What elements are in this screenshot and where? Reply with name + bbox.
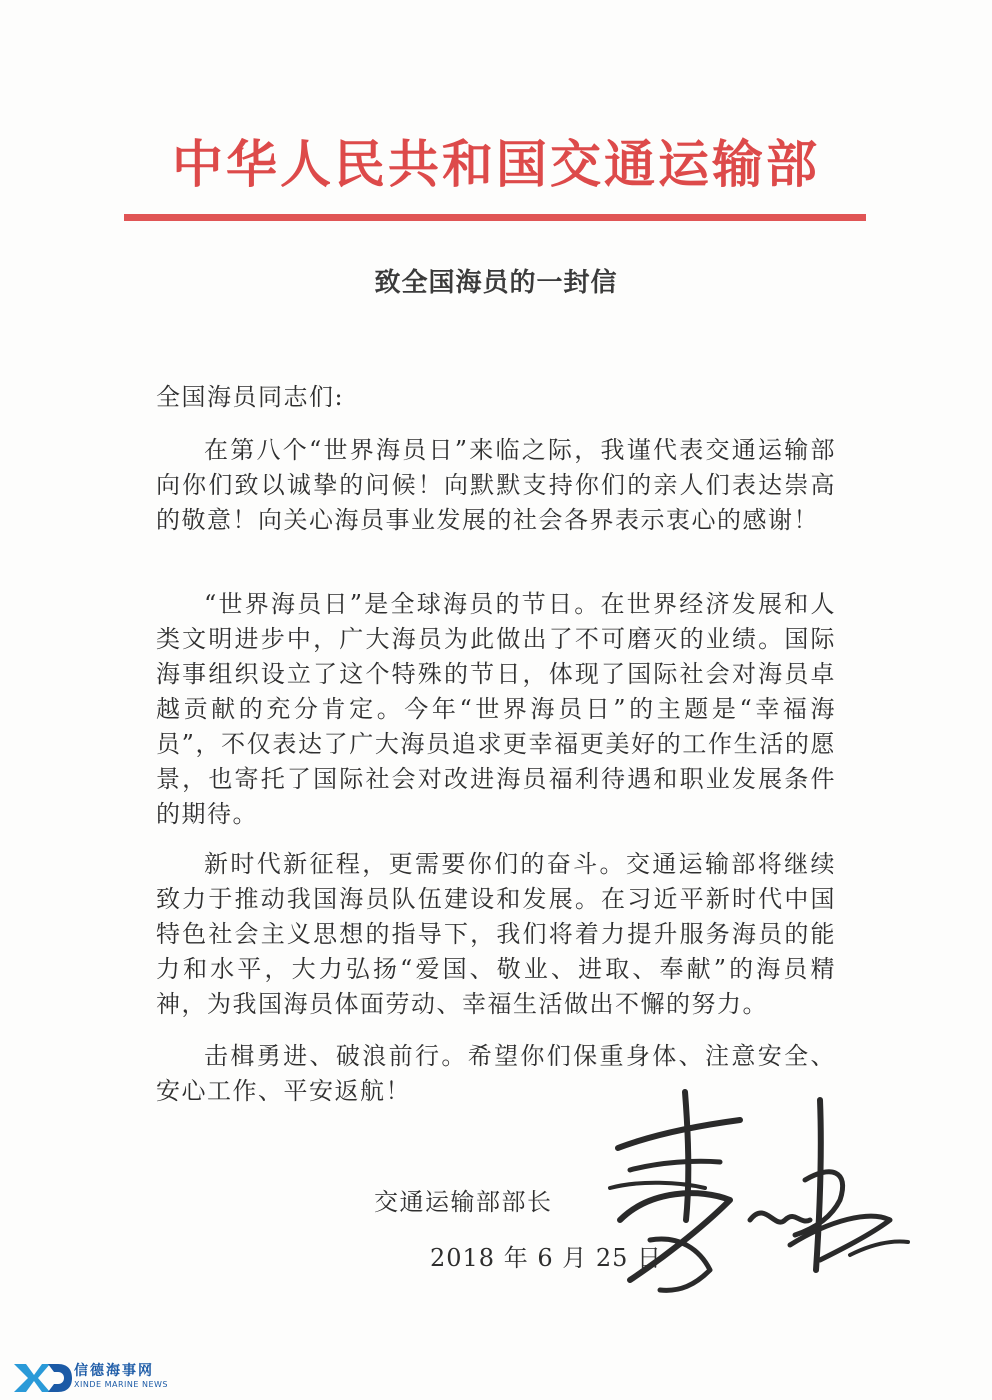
signatory-title: 交通运输部部长 — [374, 1188, 553, 1216]
handwritten-signature — [590, 1070, 920, 1300]
site-logo — [12, 1360, 212, 1394]
paragraph-1 — [156, 433, 836, 538]
paragraph-text: 在第八个“世界海员日”来临之际，我谨代表交通运输部向你们致以诚挚的问候！向默默支持你们的亲人们表达崇高的敬意！向关心海员事业发展的社会各界表示衷心的感谢！ — [156, 436, 836, 534]
logo-name-en: XINDE MARINE NEWS — [74, 1380, 168, 1389]
paragraph-2 — [156, 587, 836, 832]
letterhead-red-rule — [124, 214, 866, 221]
document-title: 致全国海员的一封信 — [374, 268, 618, 298]
paragraph-text: 击楫勇进、破浪前行。希望你们保重身体、注意安全、安心工作、平安返航！ — [156, 1042, 836, 1105]
logo-name-cn: 信德海事网 — [74, 1363, 154, 1379]
paragraph-text: “世界海员日”是全球海员的节日。在世界经济发展和人类文明进步中，广大海员为此做出了不可磨灭的业绩。国际海事组织设立了这个特殊的节日，体现了国际社会对海员卓越贡献的充分肯定。今年“世界海员日”的主题是“幸福海员”，不仅表达了广大海员追求更幸福更美好的工作生活的愿景，也寄托了国际社会对改进海员福利待遇和职业发展条件的期待。 — [156, 590, 836, 828]
xd-logo-icon — [12, 1360, 72, 1394]
paragraph-text: 新时代新征程，更需要你们的奋斗。交通运输部将继续致力于推动我国海员队伍建设和发展。在习近平新时代中国特色社会主义思想的指导下，我们将着力提升服务海员的能力和水平，大力弘扬“爱国、敬业、进取、奉献”的海员精神，为我国海员体面劳动、幸福生活做出不懈的努力。 — [156, 850, 836, 1018]
paragraph-3 — [156, 847, 836, 1022]
letterhead-title: 中华人民共和国交通运输部 — [171, 135, 820, 195]
salutation: 全国海员同志们: — [156, 383, 345, 411]
letter-date: 2018 年 6 月 25 日 — [430, 1244, 663, 1272]
